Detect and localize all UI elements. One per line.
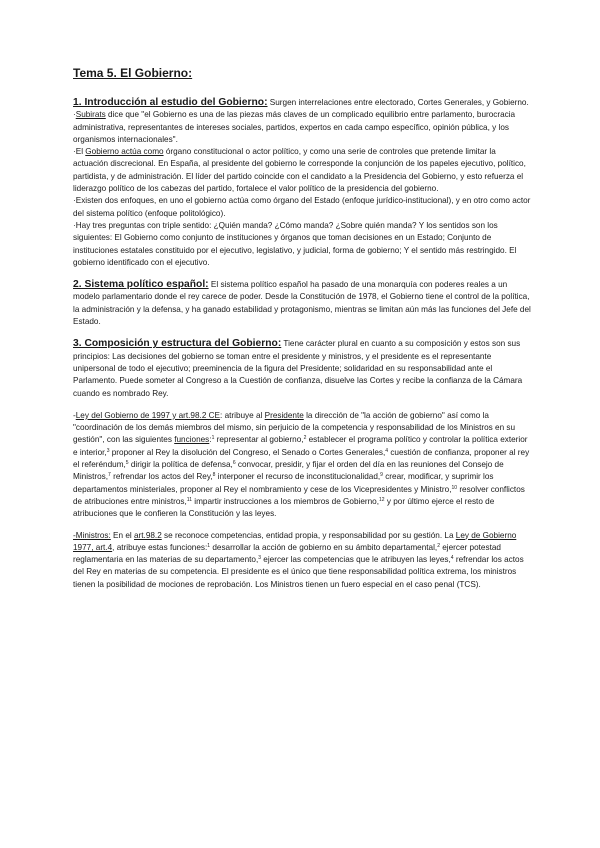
section-3-heading: 3. Composición y estructura del Gobierno: [73,338,282,350]
text: se reconoce competencias, entidad propia, y responsabilidad por su gestión. La [161,530,456,540]
footnote-number: 7 [108,472,111,479]
function-item: cuestión de confianza, proponer al rey el referéndum, [73,447,530,470]
article-reference: art.98.2 [133,530,162,540]
footnote-number: 4 [450,555,454,562]
page-title: Tema 5. El Gobierno: [73,66,193,80]
law-reference: Ley de Gobierno 1977, art.4 [73,530,517,552]
function-item: ejercer las competencias que le atribuyen las leyes, [261,555,451,565]
law-reference: Ley del Gobierno de 1997 y art.98.2 CE [75,410,221,420]
function-item: proponer al Rey la disolución del Congreso, el Senado o Cortes Generales, [109,447,386,457]
section-3-text: Tiene carácter plural en cuanto a su composición y estos son sus principios: Las decisiones del gobierno se toman entre el presidente y ministros, y el presidente es el representante unipersonal de todo el ejecutivo; preeminencia de la figura del Presidente; solidaridad en su responsabilidad ante el Parlamento. Puede someter al Congreso a la Cuestión de confianza, disuelve las Cortes y recibe la confianza de la Cámara cuando es nombrado Rey. [73,339,523,398]
function-item: establecer el programa político y controlar la política exterior e interior, [73,435,528,457]
footnote-number: 12 [379,496,385,503]
section-3 [73,338,531,399]
footnote-number: 1 [207,542,211,549]
footnote-number: 1 [211,435,215,442]
underlined-term: Presidente [264,410,304,420]
text: : atribuye al [220,410,265,420]
paragraph-ley-gobierno [73,410,531,521]
bullet: · [73,110,76,120]
section-1-intro-text: Surgen interrelaciones entre electorado, Cortes Generales, y Gobierno. [267,98,529,107]
function-item: refrendar los actos del Rey en materias de su competencia. El presidente es el único que tiene responsabilidad política extrema, los ministros tienen la posibilidad de mociones de reprobación. Los Ministros tienen un fuero especial en el caso penal (TCS). [73,555,524,589]
footnote-number: 3 [258,555,262,562]
text: la dirección de "la acción de gobierno" así como la "coordinación de los demás miembros del mismo, sin perjuicio de la competencia y responsabilidad de los Ministros en su gestión", con las siguientes [73,410,516,445]
function-item: convocar, presidir, y fijar el orden del día en las reuniones del Consejo de Ministros, [73,460,504,482]
dash: - [73,410,76,420]
footnote-number: 9 [380,472,383,479]
document-body [73,66,531,591]
function-item: resolver conflictos de atribuciones entre ministros, [73,484,525,506]
paragraph-subirats [73,109,531,146]
paragraph-text: órgano constitucional o actor político, y como una serie de controles que pretende limitar la actuación discrecional. En España, al presidente del gobierno le corresponde la conjunción de los papeles ejecutivo, político, partidista, y de administración. El líder del partido coincide con el candidato a la Presidencia del Gobierno, y esto refuerza el liderazgo político de los cabezas del partido, fortalece el valor político de la presidencia del gobierno. [73,147,526,194]
bullet: ·El [73,147,86,157]
function-item: interponer el recurso de inconstitucionalidad, [215,472,381,482]
section-2-heading: 2. Sistema político español: [73,279,209,291]
footnote-number: 10 [451,484,458,491]
function-item: refrendar los actos del Rey, [110,472,213,482]
function-item: dirigir la política de defensa, [128,460,233,470]
footnote-number: 3 [106,447,110,454]
footnote-number: 2 [437,542,440,549]
text: En el [110,530,134,540]
paragraph-preguntas: ·Hay tres preguntas con triple sentido: ¿Quién manda? ¿Cómo manda? ¿Sobre quién manda? Y los sentidos son los siguientes: El Gobierno como conjunto de instituciones y órganos que toman decisiones en un Estado; Conjunto de instituciones estatales constituido por el ejecutivo, legislativo, y judicial, forma de gobierno; Y el sentido más restringido. El gobierno identificado con el ejecutivo. [73,220,517,267]
paragraph-gobierno-actor [73,146,531,195]
footnote-number: 5 [125,460,129,467]
text: : [209,435,212,445]
underlined-term: Subirats [75,110,106,120]
paragraph-ministros [73,530,531,591]
function-item: ejercer potestad reglamentaria en las materias de su departamento, [73,542,501,565]
footnote-number: 4 [385,447,389,454]
footnote-number: 8 [212,472,216,479]
underlined-term: funciones [174,435,210,445]
underlined-term: Gobierno actúa como [85,147,164,157]
footnote-number: 11 [186,496,192,503]
ministros-label: -Ministros: [73,530,111,540]
section-1-heading: 1. Introducción al estudio del Gobierno: [73,97,268,108]
function-item: crear, modificar, y suprimir los departamentos ministeriales, proponer al Rey el nombramiento y cese de los Vicepresidentes y Ministro, [73,472,494,494]
section-1-intro [73,97,531,109]
section-2 [73,279,531,328]
footnote-number: 2 [303,435,307,442]
paragraph-enfoques: ·Existen dos enfoques, en uno el gobierno actúa como órgano del Estado (enfoque jurídico-institucional), y en otro como actor del sistema político (enfoque politológico). [73,196,531,218]
function-item: desarrollar la acción de gobierno en su ámbito departamental, [210,542,438,552]
function-item: y por último ejerce el resto de atribuciones que le confieren la Constitución y las leyes. [73,496,495,519]
footnote-number: 6 [232,460,236,467]
function-item: representar al gobierno, [214,435,304,445]
text: , atribuye estas funciones: [112,542,208,552]
paragraph-text: dice que "el Gobierno es una de las piezas más claves de un complicado equilibrio entre parlamento, burocracia administrativa, representantes de intereses sociales, partidos, expertos en cada campo específico, opinión pública, y los organismos internacionales". [73,110,516,144]
section-2-text: El sistema político español ha pasado de una monarquía con poderes reales a un modelo parlamentario donde el rey carece de poder. Desde la Constitución de 1978, el Gobierno tiene el control de la política, la administración y la defensa, y ha ganado estabilidad y protagonismo, mientras se limitan aún más las funciones del Jefe del Estado. [73,280,531,327]
function-item: impartir instrucciones a los miembros de Gobierno, [191,496,380,506]
